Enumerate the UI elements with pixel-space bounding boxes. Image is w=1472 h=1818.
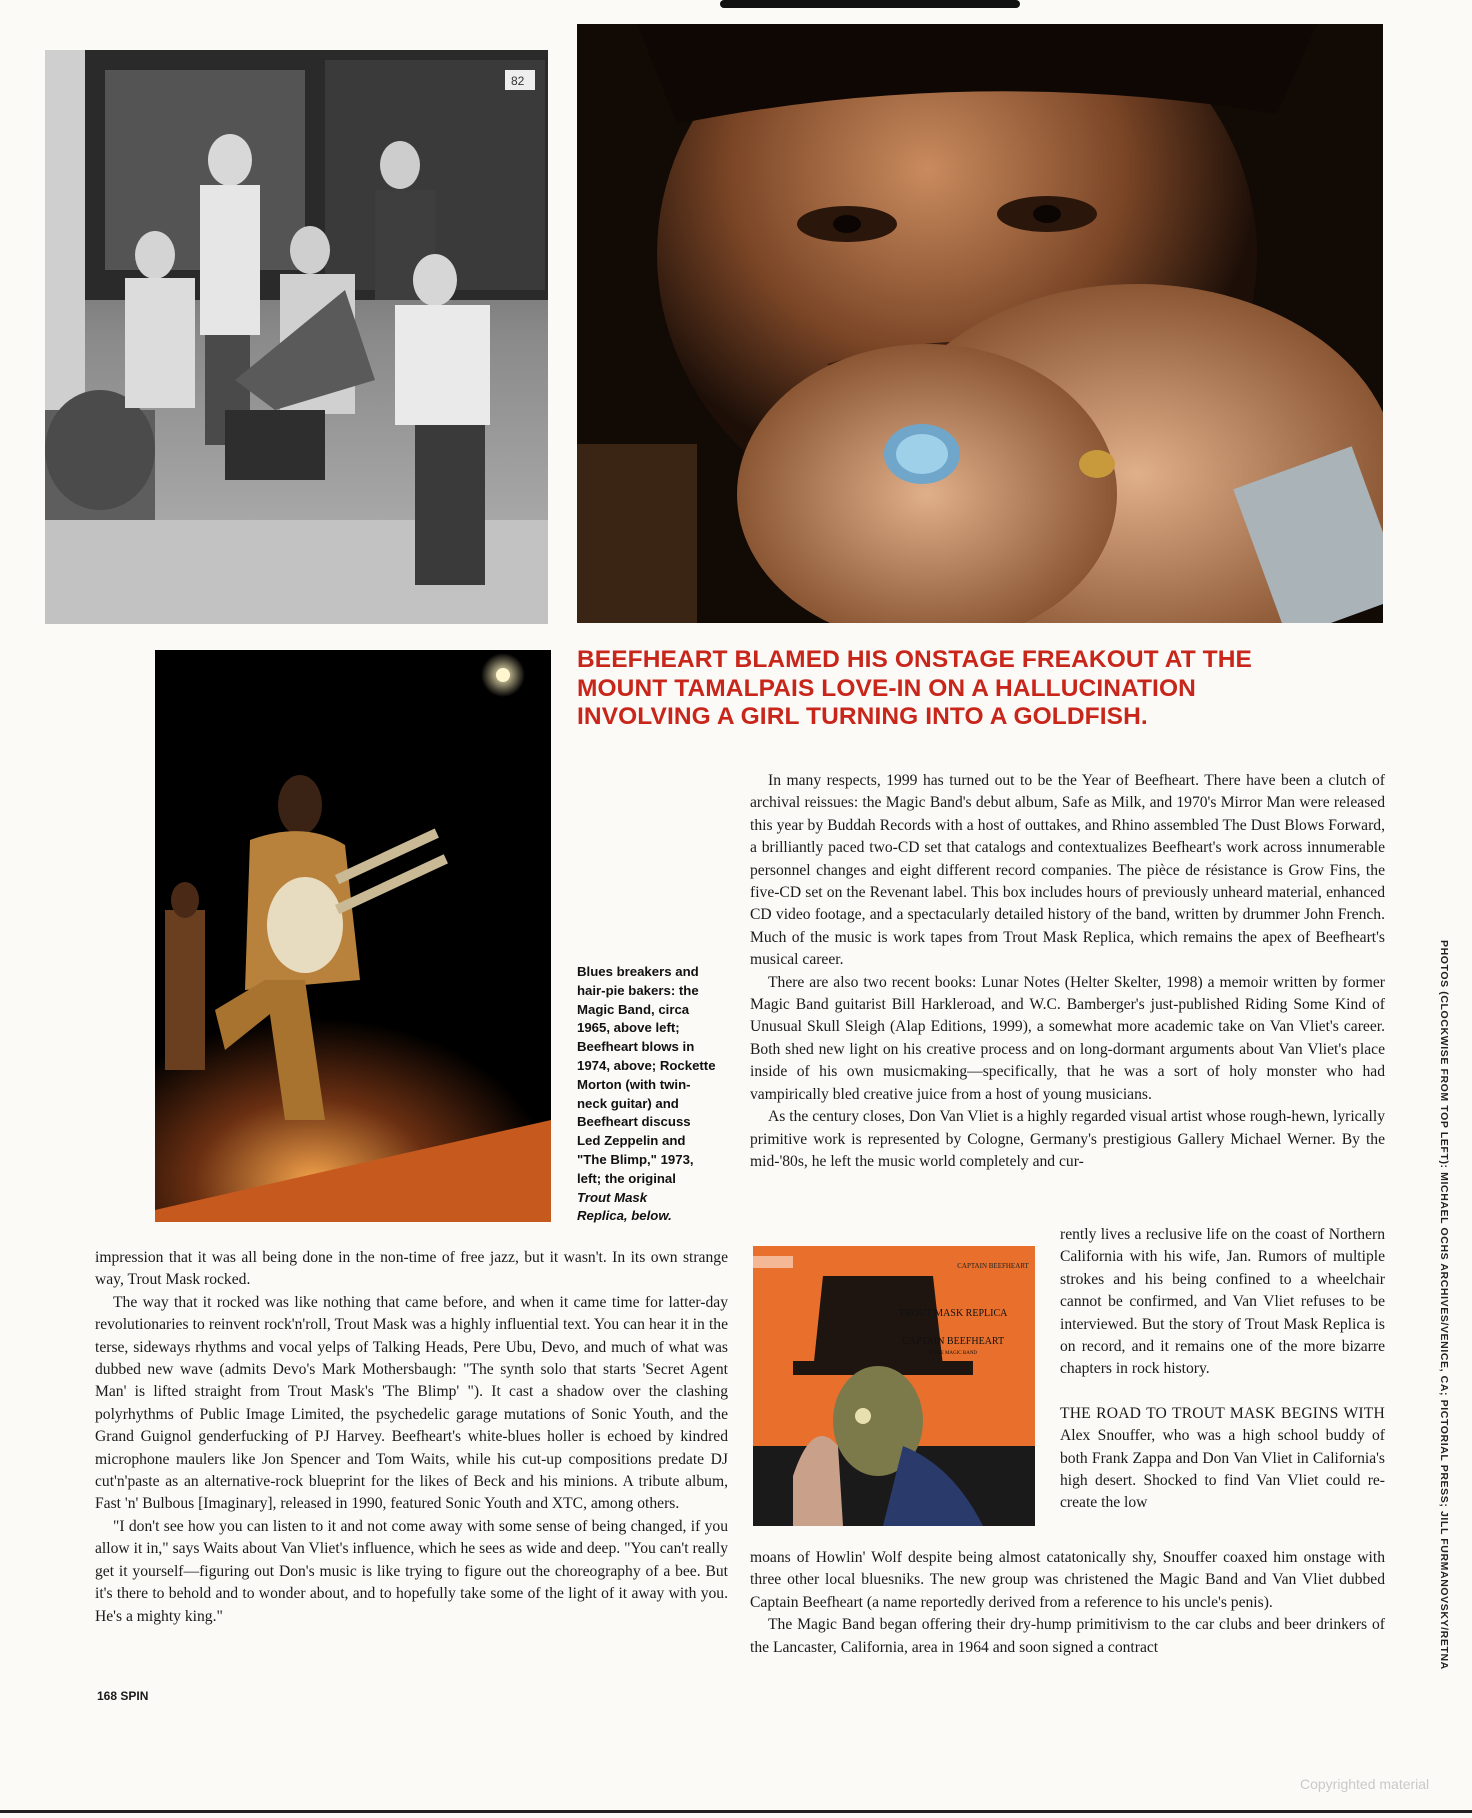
section-break-paragraph [1060,1403,1385,1515]
caption-line: Replica, below. [577,1208,672,1224]
right-column-narrow [1060,1224,1385,1515]
caption-line: Beefheart discuss [577,1114,691,1130]
body-paragraph: There are also two recent books: Lunar Notes (Helter Skelter, 1998) a memoir written by former Magic Band guitarist Bill Harkleroad, and W.C. Bamberger's just-published Riding Some Kind of Unusual Skull Sleigh (Alap Editions, 1999), a somewhat more academic take on Van Vliet's career. Both shed new light on his creative process and on long-dormant arguments about Van Vliet's place inside of his own musicmaking—specifically, that he was a sort of holy monster who had vampirically bled creative juice from a host of young musicians. [750,973,1385,1103]
left-column [95,1247,728,1628]
body-paragraph: As the century closes, Don Van Vliet is a highly regarded visual artist whose rough-hewn, lyrically primitive work is represented by Cologne, Germany's prestigious Gallery Michael Werner. By the mid-'80s, he left the music world completely and cur- [750,1108,1385,1170]
caption-line: hair-pie bakers: the [577,982,699,998]
caption-line: Led Zeppelin and [577,1133,686,1149]
twin-neck-concert-photo-1973 [155,650,551,1222]
caption-line: neck guitar) and [577,1095,679,1111]
caption-line: 1974, above; Rockette [577,1057,716,1073]
caption-line: Magic Band, circa [577,1001,690,1017]
page-folio: 168 SPIN [97,1689,149,1703]
album-cover-artist: CAPTAIN BEEFHEART [901,1336,1005,1347]
caption-line: Trout Mask [577,1189,648,1205]
trout-mask-replica-album-cover [753,1246,1035,1526]
album-cover-band: & THE MAGIC BAND [928,1351,978,1356]
right-column-bottom [750,1547,1385,1659]
caption-line: Blues breakers and [577,964,699,979]
photo-caption [577,963,727,1226]
body-text: Alex Snouffer, who was a high school buddy of both Frank Zappa and Don Van Vliet in California's high desert. Shocked to find Van Vliet could re-create the low [1060,1427,1385,1512]
beefheart-harmonica-photo-1974 [577,24,1383,623]
album-cover-small-label: CAPTAIN BEEFHEART [957,1262,1029,1270]
body-paragraph: "I don't see how you can listen to it and not come away with some sense of being changed, if you allow it in," says Waits about Van Vliet's influence, which he sees as wide and deep. "You can't really get it yourself—figuring out Don's music is like trying to figure out the choreography of a bee. But it's there to behold and to wonder about, and to hopefully take some of the light of it away with you. He's a mighty king." [95,1517,728,1625]
caption-line: left; the original [577,1170,676,1186]
body-paragraph: In many respects, 1999 has turned out to be the Year of Beefheart. There have been a clutch of archival reissues: the Magic Band's debut album, Safe as Milk, and 1970's Mirror Man were released this year by Buddah Records with a host of outtakes, and Rhino assembled The Dust Blows Forward, a brilliantly paced two-CD set that catalogs and contextualizes Beefheart's work across innumerable personnel changes and eight different record companies. The pièce de résistance is Grow Fins, the five-CD set on the Revenant label. This box includes hours of previously unheard material, enhanced CD video footage, and a spectacularly detailed history of the band, written by drummer John French. Much of the music is work tapes from Trout Mask Replica, which remains the apex of Beefheart's musical career. [750,772,1385,969]
body-paragraph: rently lives a reclusive life on the coast of Northern California with his wife, Jan. Rumors of multiple strokes and his being confined to a wheelchair cannot be confirmed, and Van Vliet refuses to be interviewed. But the story of Trout Mask Replica is on record, and it remains one of the more bizarre chapters in rock history. [1060,1226,1385,1378]
house-number: 82 [511,74,525,88]
section-lead-in: THE ROAD TO TROUT MASK BEGINS WITH [1060,1404,1385,1422]
photo-credit: PHOTOS (CLOCKWISE FROM TOP LEFT): MICHAEL OCHS ARCHIVES/VENICE, CA; PICTORIAL PRESS; JILL FURMANOVSKY/RETNA [1438,940,1450,1670]
body-paragraph: moans of Howlin' Wolf despite being almost catatonically shy, Snouffer coaxed him onstage with three other local bluesniks. The new group was christened the Magic Band and Van Vliet dubbed Captain Beefheart (a name reportedly derived from a reference to his uncle's penis). [750,1549,1385,1611]
caption-line: Morton (with twin- [577,1076,691,1092]
body-paragraph: The Magic Band began offering their dry-hump primitivism to the car clubs and beer drinkers of the Lancaster, California, area in 1964 and soon signed a contract [750,1616,1385,1656]
caption-line: 1965, above left; [577,1020,680,1036]
album-cover-title: TROUT MASK REPLICA [898,1308,1008,1319]
body-paragraph: The way that it rocked was like nothing that came before, and when it came time for latter-day revolutionaries to reinvent rock'n'roll, Trout Mask was a highly influential text. You can hear it in the terse, sideways rhythms and vocal yelps of Talking Heads, Pere Ubu, Devo, and much of what was dubbed new wave (admits Devo's Mark Mothersbaugh: "The synth solo that starts 'Secret Agent Man' is lifted straight from Trout Mask's 'The Blimp' "). It cast a shadow over the clashing polyrhythms of Public Image Limited, the psychedelic garage mutations of Sonic Youth, and the Grand Guignol genderfucking of PJ Harvey. Beefheart's white-blues holler is echoed by kindred microphone maulers like Jon Spencer and Tom Waits, while his cut-up compositions predate DJ cut'n'paste as an alternative-rock blueprint for the likes of Beck and his minions. A tribute album, Fast 'n' Bulbous [Imaginary], released in 1990, featured Sonic Youth and XTC, among others. [95,1293,728,1513]
band-photo-1965 [45,50,548,624]
top-rule [720,0,1020,8]
caption-line: Beefheart blows in [577,1039,695,1055]
caption-line: "The Blimp," 1973, [577,1151,694,1167]
bottom-rule [0,1810,1472,1813]
right-column-top [750,770,1385,1173]
pull-quote: BEEFHEART BLAMED HIS ONSTAGE FREAKOUT AT THE MOUNT TAMALPAIS LOVE-IN ON A HALLUCINATION INVOLVING A GIRL TURNING INTO A GOLDFISH. [577,646,1252,730]
body-paragraph: impression that it was all being done in the non-time of free jazz, but it wasn't. In its own strange way, Trout Mask rocked. [95,1249,728,1289]
copyright-watermark: Copyrighted material [1300,1776,1430,1792]
